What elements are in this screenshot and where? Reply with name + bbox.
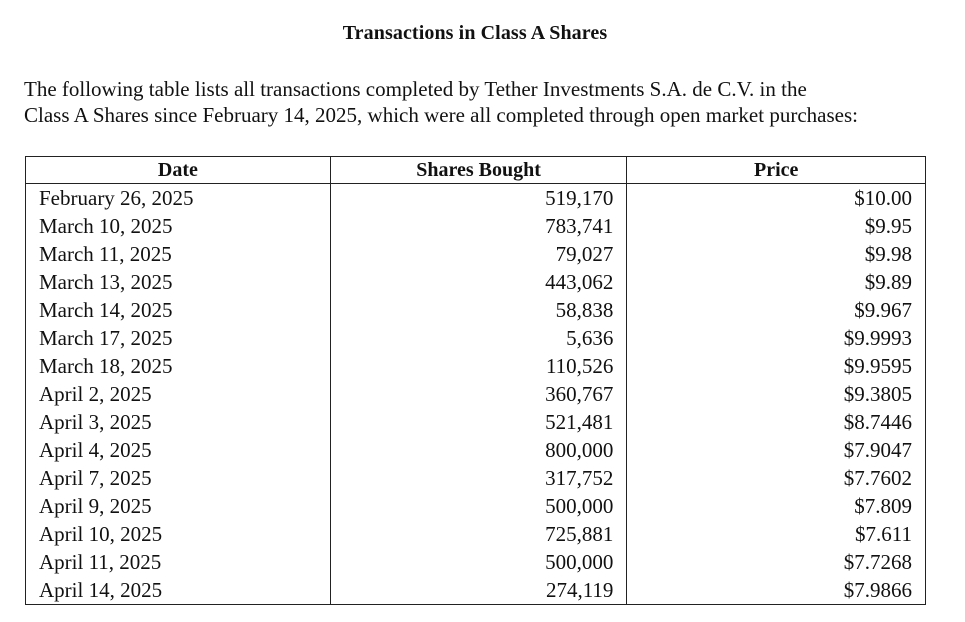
table-row [26, 240, 926, 268]
shares-bought-cell: 5,636 [330, 324, 627, 352]
table-header-row [26, 157, 926, 184]
table-row [26, 296, 926, 324]
table-row [26, 324, 926, 352]
price-cell: $7.9866 [627, 576, 926, 605]
table-row [26, 576, 926, 605]
table-row [26, 520, 926, 548]
date-cell: March 14, 2025 [26, 296, 331, 324]
table-body [26, 184, 926, 605]
header-date: Date [26, 157, 331, 184]
price-cell: $9.967 [627, 296, 926, 324]
shares-bought-cell: 725,881 [330, 520, 627, 548]
table-row [26, 268, 926, 296]
document-title: Transactions in Class A Shares [342, 22, 608, 44]
price-cell: $10.00 [627, 184, 926, 213]
date-cell: April 7, 2025 [26, 464, 331, 492]
table-row [26, 380, 926, 408]
table-row [26, 212, 926, 240]
shares-bought-cell: 783,741 [330, 212, 627, 240]
date-cell: March 18, 2025 [26, 352, 331, 380]
date-cell: March 11, 2025 [26, 240, 331, 268]
table-row [26, 464, 926, 492]
shares-bought-cell: 800,000 [330, 436, 627, 464]
intro-paragraph [24, 76, 939, 128]
date-cell: April 3, 2025 [26, 408, 331, 436]
shares-bought-cell: 317,752 [330, 464, 627, 492]
intro-line-2: Class A Shares since February 14, 2025, which were all completed through open market purchases: [24, 103, 858, 127]
table-row [26, 184, 926, 213]
shares-bought-cell: 79,027 [330, 240, 627, 268]
table-row [26, 548, 926, 576]
date-cell: April 2, 2025 [26, 380, 331, 408]
date-cell: March 10, 2025 [26, 212, 331, 240]
shares-bought-cell: 274,119 [330, 576, 627, 605]
header-price: Price [627, 157, 926, 184]
shares-bought-cell: 519,170 [330, 184, 627, 213]
price-cell: $9.9595 [627, 352, 926, 380]
date-cell: April 4, 2025 [26, 436, 331, 464]
date-cell: April 9, 2025 [26, 492, 331, 520]
table-row [26, 408, 926, 436]
intro-line-1: The following table lists all transactions completed by Tether Investments S.A. de C.V. in the [24, 77, 807, 101]
header-shares-bought: Shares Bought [330, 157, 627, 184]
date-cell: March 17, 2025 [26, 324, 331, 352]
price-cell: $7.611 [627, 520, 926, 548]
date-cell: April 11, 2025 [26, 548, 331, 576]
price-cell: $9.95 [627, 212, 926, 240]
table-row [26, 352, 926, 380]
price-cell: $9.3805 [627, 380, 926, 408]
price-cell: $9.89 [627, 268, 926, 296]
shares-bought-cell: 110,526 [330, 352, 627, 380]
shares-bought-cell: 360,767 [330, 380, 627, 408]
price-cell: $8.7446 [627, 408, 926, 436]
date-cell: February 26, 2025 [26, 184, 331, 213]
date-cell: April 10, 2025 [26, 520, 331, 548]
shares-bought-cell: 521,481 [330, 408, 627, 436]
date-cell: April 14, 2025 [26, 576, 331, 605]
table-row [26, 492, 926, 520]
price-cell: $7.7268 [627, 548, 926, 576]
price-cell: $9.9993 [627, 324, 926, 352]
table-row [26, 436, 926, 464]
price-cell: $7.809 [627, 492, 926, 520]
price-cell: $7.9047 [627, 436, 926, 464]
transactions-table [25, 156, 926, 605]
shares-bought-cell: 443,062 [330, 268, 627, 296]
price-cell: $7.7602 [627, 464, 926, 492]
date-cell: March 13, 2025 [26, 268, 331, 296]
shares-bought-cell: 58,838 [330, 296, 627, 324]
shares-bought-cell: 500,000 [330, 492, 627, 520]
shares-bought-cell: 500,000 [330, 548, 627, 576]
price-cell: $9.98 [627, 240, 926, 268]
